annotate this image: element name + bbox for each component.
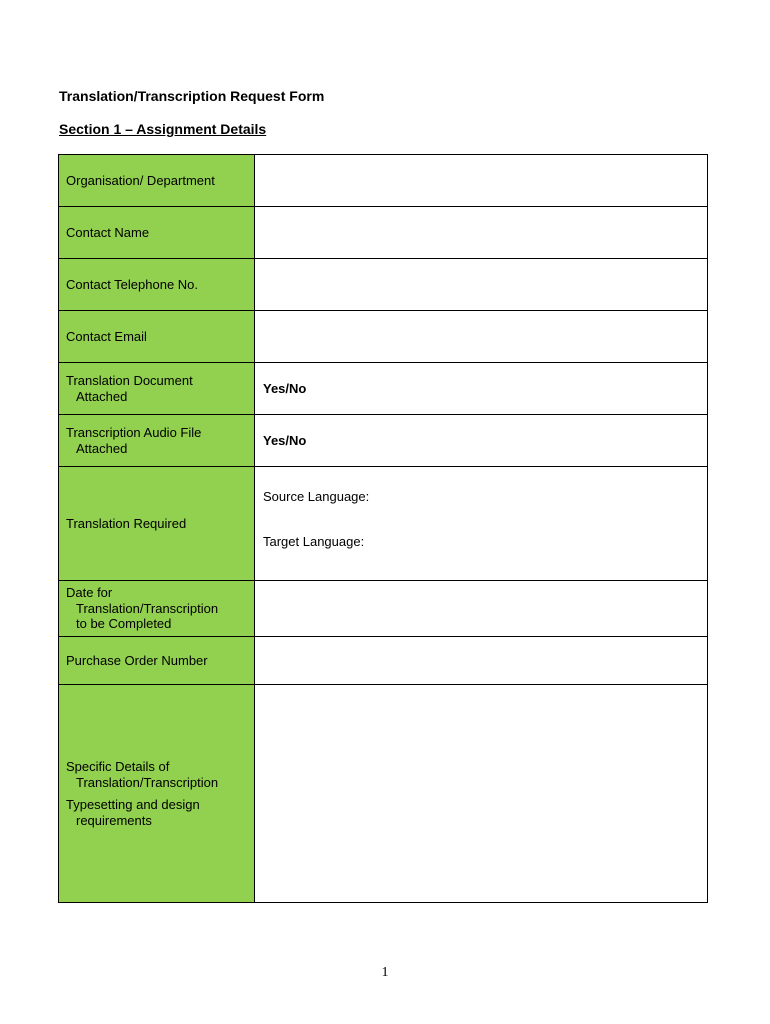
contact-phone-label: Contact Telephone No. [59, 259, 255, 311]
completion-date-label-line2: Translation/Transcription [76, 600, 219, 616]
contact-name-field[interactable] [255, 207, 708, 259]
contact-email-field[interactable] [255, 311, 708, 363]
translation-required-field[interactable] [255, 467, 708, 581]
row-contact-email [59, 311, 708, 363]
translation-required-label: Translation Required [59, 467, 255, 581]
section-heading: Section 1 – Assignment Details [59, 121, 267, 137]
transcription-audio-label-line1: Transcription Audio File [66, 425, 202, 440]
row-contact-name [59, 207, 708, 259]
row-translation-required [59, 467, 708, 581]
specific-details-label [59, 685, 255, 903]
typesetting-line2: requirements [76, 812, 152, 828]
page-number: 1 [381, 965, 389, 980]
translation-document-label-line1: Translation Document [66, 373, 193, 388]
purchase-order-field[interactable] [255, 637, 708, 685]
row-contact-phone [59, 259, 708, 311]
organisation-field[interactable] [255, 155, 708, 207]
translation-document-label [59, 363, 255, 415]
contact-email-label: Contact Email [59, 311, 255, 363]
contact-phone-field[interactable] [255, 259, 708, 311]
transcription-audio-label-line2: Attached [76, 440, 128, 456]
row-translation-document [59, 363, 708, 415]
row-transcription-audio [59, 415, 708, 467]
specific-details-line2: Translation/Transcription [76, 774, 219, 790]
translation-document-yes-no[interactable]: Yes/No [255, 363, 708, 415]
translation-document-label-line2: Attached [76, 388, 128, 404]
row-organisation [59, 155, 708, 207]
purchase-order-label: Purchase Order Number [59, 637, 255, 685]
specific-details-heading [66, 759, 254, 790]
specific-details-field[interactable] [255, 685, 708, 903]
row-specific-details [59, 685, 708, 903]
specific-details-line1: Specific Details of [66, 759, 170, 774]
target-language-label: Target Language: [263, 534, 365, 549]
typesetting-line1: Typesetting and design [66, 797, 200, 812]
completion-date-field[interactable] [255, 581, 708, 637]
transcription-audio-yes-no[interactable]: Yes/No [255, 415, 708, 467]
completion-date-label-line1: Date for [66, 585, 113, 601]
transcription-audio-label [59, 415, 255, 467]
typesetting-heading [66, 797, 254, 828]
assignment-details-table [58, 154, 708, 903]
source-language-label: Source Language: [263, 489, 370, 504]
row-purchase-order [59, 637, 708, 685]
contact-name-label: Contact Name [59, 207, 255, 259]
form-title: Translation/Transcription Request Form [59, 88, 325, 104]
completion-date-label [59, 581, 255, 637]
organisation-label: Organisation/ Department [59, 155, 255, 207]
row-completion-date [59, 581, 708, 637]
completion-date-label-line3: to be Completed [76, 616, 172, 632]
